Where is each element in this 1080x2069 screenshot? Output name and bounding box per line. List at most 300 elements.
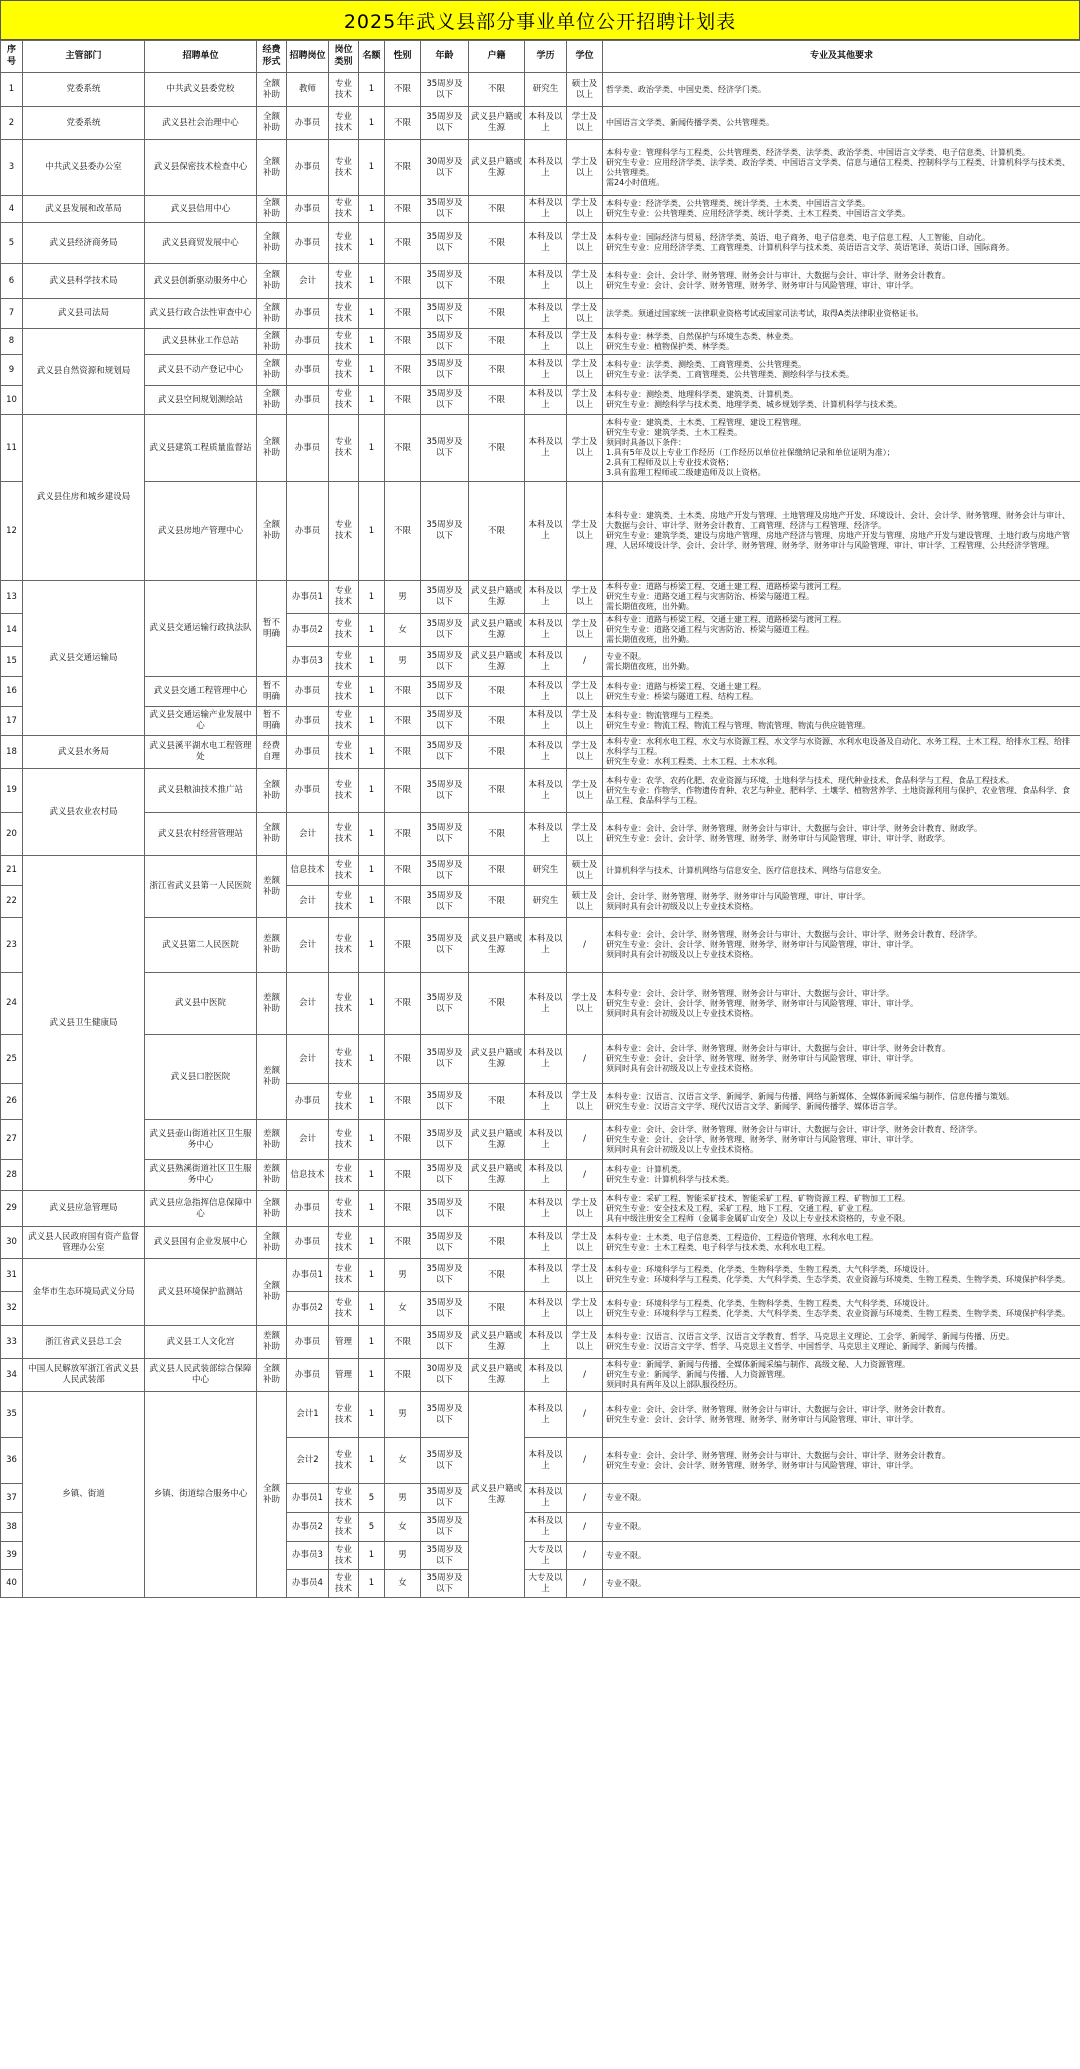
table-row bbox=[1, 196, 1080, 223]
requirements-cell: 本科专业：计算机类。 研究生专业：计算机科学与技术类。 bbox=[603, 1160, 1080, 1191]
table-row bbox=[1, 1035, 1080, 1084]
table-row bbox=[1, 223, 1080, 264]
table-row bbox=[1, 1160, 1080, 1191]
age-cell: 35周岁及以下 bbox=[421, 1227, 469, 1259]
post-cell: 信息技术 bbox=[287, 856, 329, 886]
gender-cell: 不限 bbox=[385, 769, 421, 813]
degree-cell: 学士及以上 bbox=[567, 140, 603, 196]
hukou-cell: 不限 bbox=[469, 707, 525, 736]
requirements-cell: 中国语言文学类、新闻传播学类、公共管理类。 bbox=[603, 107, 1080, 140]
age-cell: 35周岁及以下 bbox=[421, 856, 469, 886]
gender-cell: 男 bbox=[385, 1259, 421, 1292]
row-number: 11 bbox=[1, 415, 23, 482]
row-number: 35 bbox=[1, 1392, 23, 1438]
column-header: 学历 bbox=[525, 41, 567, 73]
education-cell: 本科及以上 bbox=[525, 482, 567, 581]
requirements-cell: 专业不限。 bbox=[603, 1542, 1080, 1570]
funding-cell: 暂不明确 bbox=[257, 581, 287, 677]
post-cell: 办事员3 bbox=[287, 647, 329, 677]
age-cell: 35周岁及以下 bbox=[421, 1513, 469, 1542]
row-number: 2 bbox=[1, 107, 23, 140]
unit-cell: 武义县行政合法性审查中心 bbox=[145, 299, 257, 329]
gender-cell: 男 bbox=[385, 1484, 421, 1513]
degree-cell: 学士及以上 bbox=[567, 1227, 603, 1259]
unit-cell: 乡镇、街道综合服务中心 bbox=[145, 1392, 257, 1598]
row-number: 36 bbox=[1, 1438, 23, 1484]
post-cell: 办事员 bbox=[287, 329, 329, 355]
post-cell: 办事员 bbox=[287, 769, 329, 813]
post-cell: 会计 bbox=[287, 1120, 329, 1160]
unit-cell: 武义县交通运输行政执法队 bbox=[145, 581, 257, 677]
degree-cell: 学士及以上 bbox=[567, 482, 603, 581]
degree-cell: 学士及以上 bbox=[567, 329, 603, 355]
post-cell: 办事员 bbox=[287, 223, 329, 264]
hukou-cell: 不限 bbox=[469, 329, 525, 355]
row-number: 25 bbox=[1, 1035, 23, 1084]
age-cell: 35周岁及以下 bbox=[421, 1292, 469, 1326]
row-number: 31 bbox=[1, 1259, 23, 1292]
gender-cell: 不限 bbox=[385, 1035, 421, 1084]
row-number: 40 bbox=[1, 1570, 23, 1598]
requirements-cell: 本科专业：经济学类、公共管理类、统计学类、土木类、中国语言文学类。 研究生专业：公共管理类、应用经济学类、统计学类、土木工程类、中国语言文学类。 bbox=[603, 196, 1080, 223]
gender-cell: 不限 bbox=[385, 73, 421, 107]
category-cell: 专业技术 bbox=[329, 813, 359, 856]
category-cell: 专业技术 bbox=[329, 856, 359, 886]
table-row bbox=[1, 1359, 1080, 1392]
funding-cell: 经费自理 bbox=[257, 736, 287, 769]
funding-cell: 全额补助 bbox=[257, 107, 287, 140]
post-cell: 会计 bbox=[287, 918, 329, 973]
quota-cell: 1 bbox=[359, 856, 385, 886]
requirements-cell: 本科专业：道路与桥梁工程、交通土建工程、道路桥梁与渡河工程。 研究生专业：道路交通工程与灾害防治、桥梁与隧道工程。 需长期值夜班，出外勤。 bbox=[603, 581, 1080, 614]
hukou-cell: 不限 bbox=[469, 1227, 525, 1259]
requirements-cell: 本科专业：法学类、测绘类、工商管理类、公共管理类。 研究生专业：法学类、工商管理类、公共管理类、测绘科学与技术类。 bbox=[603, 355, 1080, 386]
table-row bbox=[1, 736, 1080, 769]
category-cell: 专业技术 bbox=[329, 647, 359, 677]
age-cell: 35周岁及以下 bbox=[421, 1438, 469, 1484]
degree-cell: / bbox=[567, 1120, 603, 1160]
education-cell: 本科及以上 bbox=[525, 140, 567, 196]
post-cell: 会计 bbox=[287, 973, 329, 1035]
category-cell: 专业技术 bbox=[329, 73, 359, 107]
gender-cell: 男 bbox=[385, 1542, 421, 1570]
table-row bbox=[1, 386, 1080, 415]
education-cell: 研究生 bbox=[525, 886, 567, 918]
row-number: 15 bbox=[1, 647, 23, 677]
funding-cell: 全额补助 bbox=[257, 813, 287, 856]
degree-cell: / bbox=[567, 1542, 603, 1570]
degree-cell: 学士及以上 bbox=[567, 299, 603, 329]
age-cell: 35周岁及以下 bbox=[421, 1259, 469, 1292]
gender-cell: 不限 bbox=[385, 1359, 421, 1392]
row-number: 13 bbox=[1, 581, 23, 614]
requirements-cell: 本科专业：采矿工程、智能采矿技术、智能采矿工程、矿物资源工程、矿物加工工程。 研究生专业：安全技术及工程、采矿工程、地下工程、交通工程、矿业工程。 具有中级注册安全工程师（金属非金属矿山安全）及以上专业技术资格的，专业不限。 bbox=[603, 1191, 1080, 1227]
education-cell: 本科及以上 bbox=[525, 707, 567, 736]
quota-cell: 1 bbox=[359, 736, 385, 769]
post-cell: 信息技术 bbox=[287, 1160, 329, 1191]
post-cell: 办事员1 bbox=[287, 1259, 329, 1292]
degree-cell: / bbox=[567, 1359, 603, 1392]
post-cell: 会计 bbox=[287, 813, 329, 856]
requirements-cell: 本科专业：环境科学与工程类、化学类、生物科学类、生物工程类、大气科学类、环境设计。 研究生专业：环境科学与工程类、化学类、大气科学类、生态学类、农业资源与环境类、生物工程类、生物学类、环境保护科学类。 bbox=[603, 1259, 1080, 1292]
education-cell: 本科及以上 bbox=[525, 813, 567, 856]
education-cell: 本科及以上 bbox=[525, 647, 567, 677]
age-cell: 35周岁及以下 bbox=[421, 1191, 469, 1227]
hukou-cell: 武义县户籍或生源 bbox=[469, 1160, 525, 1191]
degree-cell: / bbox=[567, 1392, 603, 1438]
quota-cell: 1 bbox=[359, 1292, 385, 1326]
category-cell: 专业技术 bbox=[329, 1484, 359, 1513]
funding-cell: 全额补助 bbox=[257, 1392, 287, 1598]
age-cell: 35周岁及以下 bbox=[421, 886, 469, 918]
row-number: 39 bbox=[1, 1542, 23, 1570]
quota-cell: 1 bbox=[359, 1035, 385, 1084]
education-cell: 本科及以上 bbox=[525, 196, 567, 223]
education-cell: 本科及以上 bbox=[525, 264, 567, 299]
row-number: 17 bbox=[1, 707, 23, 736]
table-row bbox=[1, 299, 1080, 329]
degree-cell: 学士及以上 bbox=[567, 973, 603, 1035]
table-row bbox=[1, 581, 1080, 614]
category-cell: 专业技术 bbox=[329, 1191, 359, 1227]
requirements-cell: 专业不限。 bbox=[603, 1484, 1080, 1513]
quota-cell: 1 bbox=[359, 299, 385, 329]
funding-cell: 全额补助 bbox=[257, 1359, 287, 1392]
hukou-cell: 武义县户籍或生源 bbox=[469, 918, 525, 973]
degree-cell: 硕士及以上 bbox=[567, 886, 603, 918]
unit-cell: 武义县应急指挥信息保障中心 bbox=[145, 1191, 257, 1227]
degree-cell: 学士及以上 bbox=[567, 264, 603, 299]
category-cell: 专业技术 bbox=[329, 886, 359, 918]
row-number: 22 bbox=[1, 886, 23, 918]
unit-cell: 武义县粮油技术推广站 bbox=[145, 769, 257, 813]
degree-cell: / bbox=[567, 1484, 603, 1513]
age-cell: 35周岁及以下 bbox=[421, 482, 469, 581]
unit-cell: 武义县环境保护监测站 bbox=[145, 1259, 257, 1326]
gender-cell: 不限 bbox=[385, 1120, 421, 1160]
funding-cell: 全额补助 bbox=[257, 415, 287, 482]
table-row bbox=[1, 1392, 1080, 1438]
row-number: 27 bbox=[1, 1120, 23, 1160]
hukou-cell: 不限 bbox=[469, 223, 525, 264]
gender-cell: 不限 bbox=[385, 707, 421, 736]
department-cell: 武义县水务局 bbox=[23, 736, 145, 769]
row-number: 3 bbox=[1, 140, 23, 196]
funding-cell: 全额补助 bbox=[257, 223, 287, 264]
row-number: 26 bbox=[1, 1084, 23, 1120]
age-cell: 35周岁及以下 bbox=[421, 1035, 469, 1084]
column-header: 户籍 bbox=[469, 41, 525, 73]
category-cell: 专业技术 bbox=[329, 973, 359, 1035]
education-cell: 本科及以上 bbox=[525, 736, 567, 769]
column-header: 主管部门 bbox=[23, 41, 145, 73]
hukou-cell: 不限 bbox=[469, 264, 525, 299]
hukou-cell: 不限 bbox=[469, 1292, 525, 1326]
row-number: 9 bbox=[1, 355, 23, 386]
education-cell: 本科及以上 bbox=[525, 1484, 567, 1513]
requirements-cell: 本科专业：道路与桥梁工程、交通土建工程、道路桥梁与渡河工程。 研究生专业：道路交通工程与灾害防治、桥梁与隧道工程。 需长期值夜班，出外勤。 bbox=[603, 614, 1080, 647]
column-header: 性别 bbox=[385, 41, 421, 73]
hukou-cell: 武义县户籍或生源 bbox=[469, 1035, 525, 1084]
column-header: 年龄 bbox=[421, 41, 469, 73]
row-number: 37 bbox=[1, 1484, 23, 1513]
column-header: 学位 bbox=[567, 41, 603, 73]
age-cell: 35周岁及以下 bbox=[421, 1570, 469, 1598]
row-number: 34 bbox=[1, 1359, 23, 1392]
quota-cell: 5 bbox=[359, 1513, 385, 1542]
post-cell: 办事员 bbox=[287, 299, 329, 329]
unit-cell: 武义县交通工程管理中心 bbox=[145, 677, 257, 707]
age-cell: 35周岁及以下 bbox=[421, 196, 469, 223]
post-cell: 办事员 bbox=[287, 677, 329, 707]
unit-cell: 武义县房地产管理中心 bbox=[145, 482, 257, 581]
quota-cell: 1 bbox=[359, 482, 385, 581]
degree-cell: 学士及以上 bbox=[567, 1084, 603, 1120]
unit-cell: 武义县不动产登记中心 bbox=[145, 355, 257, 386]
education-cell: 研究生 bbox=[525, 73, 567, 107]
category-cell: 专业技术 bbox=[329, 1259, 359, 1292]
gender-cell: 女 bbox=[385, 1438, 421, 1484]
quota-cell: 1 bbox=[359, 386, 385, 415]
age-cell: 35周岁及以下 bbox=[421, 223, 469, 264]
category-cell: 专业技术 bbox=[329, 614, 359, 647]
degree-cell: 学士及以上 bbox=[567, 614, 603, 647]
quota-cell: 1 bbox=[359, 196, 385, 223]
category-cell: 专业技术 bbox=[329, 1542, 359, 1570]
table-row bbox=[1, 918, 1080, 973]
row-number: 33 bbox=[1, 1326, 23, 1359]
table-row bbox=[1, 140, 1080, 196]
funding-cell: 差额补助 bbox=[257, 973, 287, 1035]
post-cell: 会计1 bbox=[287, 1392, 329, 1438]
requirements-cell: 计算机科学与技术、计算机网络与信息安全、医疗信息技术、网络与信息安全。 bbox=[603, 856, 1080, 886]
education-cell: 本科及以上 bbox=[525, 614, 567, 647]
funding-cell: 全额补助 bbox=[257, 355, 287, 386]
row-number: 8 bbox=[1, 329, 23, 355]
requirements-cell: 本科专业：汉语言、汉语言文学、汉语言文学教育、哲学、马克思主义理论、工会学、新闻学、新闻与传播、历史。 研究生专业：汉语言文字学、哲学、马克思主义哲学、中国哲学、马克思主义理论、新闻学、新闻与传播。 bbox=[603, 1326, 1080, 1359]
gender-cell: 不限 bbox=[385, 1326, 421, 1359]
gender-cell: 不限 bbox=[385, 107, 421, 140]
quota-cell: 1 bbox=[359, 1259, 385, 1292]
row-number: 12 bbox=[1, 482, 23, 581]
requirements-cell: 本科专业：会计、会计学、财务管理、财务会计与审计、大数据与会计、审计学、财务会计教育。 研究生专业：会计、会计学、财务管理、财务学、财务审计与风险管理、审计、审计学。 bbox=[603, 1438, 1080, 1484]
quota-cell: 1 bbox=[359, 1542, 385, 1570]
column-header: 招聘岗位 bbox=[287, 41, 329, 73]
education-cell: 本科及以上 bbox=[525, 223, 567, 264]
quota-cell: 1 bbox=[359, 707, 385, 736]
hukou-cell: 不限 bbox=[469, 482, 525, 581]
post-cell: 教师 bbox=[287, 73, 329, 107]
education-cell: 本科及以上 bbox=[525, 1513, 567, 1542]
unit-cell: 武义县商贸发展中心 bbox=[145, 223, 257, 264]
quota-cell: 1 bbox=[359, 813, 385, 856]
gender-cell: 男 bbox=[385, 581, 421, 614]
requirements-cell: 本科专业：水利水电工程、水文与水资源工程、水文学与水资源、水利水电设备及自动化、水务工程、土木工程、给排水工程、给排水科学与工程。 研究生专业：水利工程类、土木工程、土木水利。 bbox=[603, 736, 1080, 769]
age-cell: 35周岁及以下 bbox=[421, 581, 469, 614]
gender-cell: 不限 bbox=[385, 196, 421, 223]
category-cell: 专业技术 bbox=[329, 769, 359, 813]
quota-cell: 1 bbox=[359, 1160, 385, 1191]
degree-cell: 学士及以上 bbox=[567, 415, 603, 482]
requirements-cell: 本科专业：会计、会计学、财务管理、财务会计与审计、大数据与会计、审计学、财务会计教育、经济学。 研究生专业：会计、会计学、财务管理、财务学、财务审计与风险管理、审计、审计学。 须同时具有会计初级及以上专业技术资格。 bbox=[603, 1120, 1080, 1160]
gender-cell: 女 bbox=[385, 614, 421, 647]
quota-cell: 1 bbox=[359, 355, 385, 386]
hukou-cell: 不限 bbox=[469, 1259, 525, 1292]
header-row bbox=[1, 41, 1080, 73]
gender-cell: 不限 bbox=[385, 1227, 421, 1259]
unit-cell: 武义县农村经营管理站 bbox=[145, 813, 257, 856]
unit-cell: 浙江省武义县第一人民医院 bbox=[145, 856, 257, 918]
quota-cell: 1 bbox=[359, 769, 385, 813]
gender-cell: 男 bbox=[385, 647, 421, 677]
hukou-cell: 不限 bbox=[469, 386, 525, 415]
row-number: 16 bbox=[1, 677, 23, 707]
requirements-cell: 本科专业：林学类、自然保护与环境生态类、林业类。 研究生专业：植物保护类、林学类。 bbox=[603, 329, 1080, 355]
education-cell: 大专及以上 bbox=[525, 1570, 567, 1598]
funding-cell: 差额补助 bbox=[257, 1035, 287, 1120]
table-row bbox=[1, 329, 1080, 355]
post-cell: 办事员1 bbox=[287, 1484, 329, 1513]
funding-cell: 差额补助 bbox=[257, 918, 287, 973]
age-cell: 35周岁及以下 bbox=[421, 355, 469, 386]
department-cell: 武义县自然资源和规划局 bbox=[23, 329, 145, 415]
category-cell: 管理 bbox=[329, 1359, 359, 1392]
quota-cell: 1 bbox=[359, 1084, 385, 1120]
degree-cell: 学士及以上 bbox=[567, 813, 603, 856]
table-body bbox=[1, 73, 1080, 1598]
category-cell: 专业技术 bbox=[329, 1227, 359, 1259]
hukou-cell: 不限 bbox=[469, 299, 525, 329]
education-cell: 本科及以上 bbox=[525, 355, 567, 386]
category-cell: 专业技术 bbox=[329, 1120, 359, 1160]
age-cell: 35周岁及以下 bbox=[421, 299, 469, 329]
hukou-cell: 不限 bbox=[469, 1191, 525, 1227]
row-number: 7 bbox=[1, 299, 23, 329]
age-cell: 35周岁及以下 bbox=[421, 918, 469, 973]
quota-cell: 1 bbox=[359, 223, 385, 264]
education-cell: 本科及以上 bbox=[525, 107, 567, 140]
gender-cell: 不限 bbox=[385, 355, 421, 386]
department-cell: 浙江省武义县总工会 bbox=[23, 1326, 145, 1359]
requirements-cell: 本科专业：测绘类、地理科学类、建筑类、计算机类。 研究生专业：测绘科学与技术类、地理学类、城乡规划学类、计算机科学与技术类。 bbox=[603, 386, 1080, 415]
row-number: 32 bbox=[1, 1292, 23, 1326]
age-cell: 35周岁及以下 bbox=[421, 1160, 469, 1191]
department-cell: 党委系统 bbox=[23, 107, 145, 140]
funding-cell: 暂不明确 bbox=[257, 677, 287, 707]
requirements-cell: 本科专业：会计、会计学、财务管理、财务会计与审计、大数据与会计、审计学、财务会计教育。 研究生专业：会计、会计学、财务管理、财务学、财务审计与风险管理、审计、审计学。 bbox=[603, 1392, 1080, 1438]
category-cell: 专业技术 bbox=[329, 1570, 359, 1598]
category-cell: 专业技术 bbox=[329, 355, 359, 386]
requirements-cell: 本科专业：汉语言、汉语言文学、新闻学、新闻与传播、网络与新媒体、全媒体新闻采编与制作、信息传播与策划。 研究生专业：汉语言文字学、现代汉语言文学、新闻学、新闻传播学、媒体语言学。 bbox=[603, 1084, 1080, 1120]
age-cell: 35周岁及以下 bbox=[421, 1326, 469, 1359]
age-cell: 35周岁及以下 bbox=[421, 769, 469, 813]
department-cell: 党委系统 bbox=[23, 73, 145, 107]
hukou-cell: 不限 bbox=[469, 769, 525, 813]
requirements-cell: 本科专业：建筑类、土木类、房地产开发与管理、土地管理及房地产开发、环境设计、会计、会计学、财务管理、财务会计与审计、大数据与会计、审计学、财务会计教育、工商管理、经济与工程管理、经济学。 研究生专业：建筑学类、建设与房地产管理、房地产经济与管理、房地产开发与管理、房地产开发与建设管理、土地行政与房地产管理、人居环境设计学、会计、会计学、财务管理、财务学、财务审计与风险管理、审计、审计学、工程管理、公共经济学管理。 bbox=[603, 482, 1080, 581]
table-row bbox=[1, 1259, 1080, 1292]
post-cell: 办事员 bbox=[287, 196, 329, 223]
hukou-cell: 不限 bbox=[469, 196, 525, 223]
category-cell: 专业技术 bbox=[329, 1035, 359, 1084]
degree-cell: / bbox=[567, 1513, 603, 1542]
row-number: 14 bbox=[1, 614, 23, 647]
post-cell: 办事员 bbox=[287, 386, 329, 415]
age-cell: 35周岁及以下 bbox=[421, 386, 469, 415]
category-cell: 专业技术 bbox=[329, 1292, 359, 1326]
funding-cell: 全额补助 bbox=[257, 329, 287, 355]
post-cell: 办事员 bbox=[287, 1326, 329, 1359]
department-cell: 中共武义县委办公室 bbox=[23, 140, 145, 196]
table-row bbox=[1, 107, 1080, 140]
quota-cell: 1 bbox=[359, 1120, 385, 1160]
age-cell: 35周岁及以下 bbox=[421, 813, 469, 856]
quota-cell: 1 bbox=[359, 886, 385, 918]
table-row bbox=[1, 355, 1080, 386]
requirements-cell: 本科专业：新闻学、新闻与传播、全媒体新闻采编与制作、高级文秘、人力资源管理。 研究生专业：新闻学、新闻与传播、人力资源管理。 须同时具有两年及以上部队服役经历。 bbox=[603, 1359, 1080, 1392]
funding-cell: 全额补助 bbox=[257, 73, 287, 107]
table-row bbox=[1, 707, 1080, 736]
unit-cell: 武义县熟溪街道社区卫生服务中心 bbox=[145, 1160, 257, 1191]
requirements-cell: 本科专业：会计、会计学、财务管理、财务会计与审计、大数据与会计、审计学、财务会计教育、财政学。 研究生专业：会计、会计学、财务管理、财务学、财务审计与风险管理、审计、审计学、财政学。 bbox=[603, 813, 1080, 856]
department-cell: 武义县交通运输局 bbox=[23, 581, 145, 736]
education-cell: 本科及以上 bbox=[525, 415, 567, 482]
post-cell: 办事员1 bbox=[287, 581, 329, 614]
degree-cell: 学士及以上 bbox=[567, 736, 603, 769]
hukou-cell: 武义县户籍或生源 bbox=[469, 1120, 525, 1160]
hukou-cell: 不限 bbox=[469, 886, 525, 918]
quota-cell: 1 bbox=[359, 415, 385, 482]
hukou-cell: 不限 bbox=[469, 73, 525, 107]
gender-cell: 女 bbox=[385, 1513, 421, 1542]
degree-cell: / bbox=[567, 1570, 603, 1598]
category-cell: 专业技术 bbox=[329, 1392, 359, 1438]
category-cell: 专业技术 bbox=[329, 107, 359, 140]
hukou-cell: 武义县户籍或生源 bbox=[469, 647, 525, 677]
education-cell: 本科及以上 bbox=[525, 1191, 567, 1227]
degree-cell: 学士及以上 bbox=[567, 196, 603, 223]
quota-cell: 1 bbox=[359, 677, 385, 707]
age-cell: 35周岁及以下 bbox=[421, 677, 469, 707]
funding-cell: 全额补助 bbox=[257, 1227, 287, 1259]
department-cell: 武义县发展和改革局 bbox=[23, 196, 145, 223]
requirements-cell: 本科专业：农学、农药化肥、农业资源与环境、土地科学与技术、现代种业技术、食品科学与工程、食品工程技术。 研究生专业：作物学、作物遗传育种、农艺与种业、肥料学、土壤学、植物营养学、土地资源利用与保护、农业管理、食品科学、食品工程、食品科学与工程。 bbox=[603, 769, 1080, 813]
post-cell: 办事员 bbox=[287, 415, 329, 482]
unit-cell: 武义县工人文化宫 bbox=[145, 1326, 257, 1359]
education-cell: 本科及以上 bbox=[525, 1392, 567, 1438]
unit-cell: 中共武义县委党校 bbox=[145, 73, 257, 107]
requirements-cell: 本科专业：国际经济与贸易、经济学类、英语、电子商务、电子信息类、电子信息工程、人工智能、自动化。 研究生专业：应用经济学类、工商管理类、计算机科学与技术类、英语语言文学、英语笔译、英语口译、国际商务。 bbox=[603, 223, 1080, 264]
category-cell: 专业技术 bbox=[329, 677, 359, 707]
degree-cell: 学士及以上 bbox=[567, 1292, 603, 1326]
degree-cell: 学士及以上 bbox=[567, 1191, 603, 1227]
post-cell: 办事员4 bbox=[287, 1570, 329, 1598]
degree-cell: / bbox=[567, 647, 603, 677]
column-header: 招聘单位 bbox=[145, 41, 257, 73]
unit-cell: 武义县国有企业发展中心 bbox=[145, 1227, 257, 1259]
table-row bbox=[1, 1191, 1080, 1227]
unit-cell: 武义县口腔医院 bbox=[145, 1035, 257, 1120]
unit-cell: 武义县社会治理中心 bbox=[145, 107, 257, 140]
department-cell: 武义县科学技术局 bbox=[23, 264, 145, 299]
post-cell: 办事员2 bbox=[287, 1513, 329, 1542]
quota-cell: 1 bbox=[359, 107, 385, 140]
age-cell: 35周岁及以下 bbox=[421, 647, 469, 677]
column-header: 岗位类别 bbox=[329, 41, 359, 73]
education-cell: 本科及以上 bbox=[525, 918, 567, 973]
gender-cell: 不限 bbox=[385, 223, 421, 264]
funding-cell: 暂不明确 bbox=[257, 707, 287, 736]
requirements-cell: 本科专业：土木类、电子信息类、工程造价、工程造价管理、水利水电工程。 研究生专业：土木工程类、电子科学与技术类、水利水电工程。 bbox=[603, 1227, 1080, 1259]
